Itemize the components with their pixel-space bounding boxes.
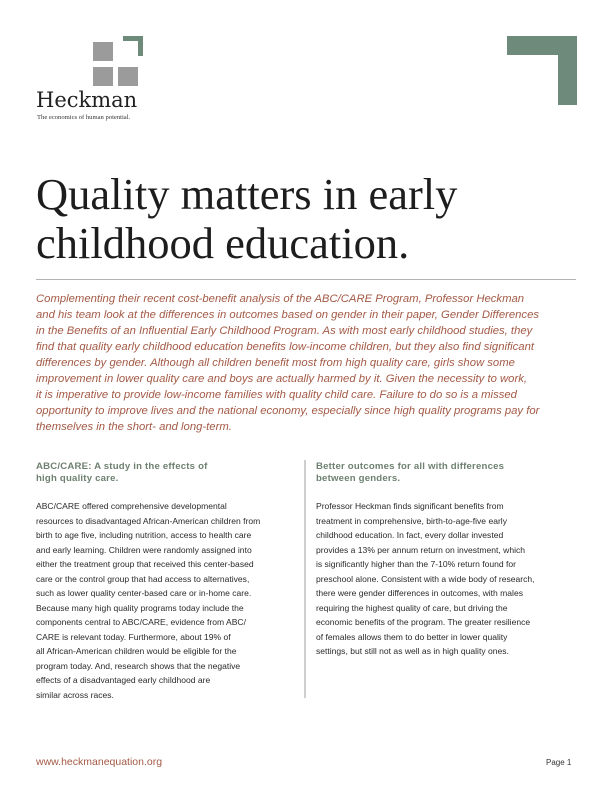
logo-tagline: The economics of human potential. — [37, 114, 131, 121]
left-column-body — [36, 499, 286, 702]
right-column — [316, 461, 566, 659]
body-line: treatment in comprehensive, birth-to-age-five early — [316, 515, 507, 526]
body-line: there were gender differences in outcomes, with males — [316, 588, 523, 598]
body-line: preschool alone. Consistent with a wide body of research, — [316, 573, 535, 584]
body-line: childhood education. In fact, every dollar invested — [316, 530, 504, 540]
intro-line: find that quality early childhood education benefits low-income children, but they also find significant — [36, 341, 534, 353]
title-line-2: childhood education. — [36, 218, 410, 268]
right-column-heading — [316, 461, 566, 485]
page-number: Page 1 — [546, 758, 572, 767]
intro-paragraph — [36, 291, 576, 435]
intro-line: differences by gender. Although all children benefit most from high quality care, girls show some — [36, 357, 515, 369]
logo-square-top — [93, 42, 113, 61]
body-line: ABC/CARE offered comprehensive developmental — [36, 501, 227, 511]
body-line: such as lower quality center-based care or in-home care. — [36, 588, 252, 598]
heading-line: ABC/CARE: A study in the effects of — [36, 461, 208, 472]
right-column-body — [316, 499, 566, 659]
body-line: economic benefits of the program. The greater resilience — [316, 617, 531, 627]
column-divider — [304, 460, 306, 698]
body-line: settings, but still not as well as in high quality ones. — [316, 646, 509, 656]
intro-line: opportunity to improve lives and the national economy, especially since high quality programs pay for — [36, 405, 540, 417]
logo-corner-icon — [123, 36, 143, 56]
body-line: requiring the highest quality of care, but driving the — [316, 602, 508, 613]
body-line: effects of a disadvantaged early childhood are — [36, 675, 211, 685]
body-line: is significantly higher than the 7-10% return found for — [316, 559, 517, 569]
intro-line: Complementing their recent cost-benefit analysis of the ABC/CARE Program, Professor Heckman — [36, 293, 525, 305]
body-line: similar across races. — [36, 689, 114, 700]
footer-website-link[interactable]: www.heckmanequation.org — [36, 756, 163, 768]
heading-line: between genders. — [316, 473, 401, 484]
intro-line: themselves in the short- and long-term. — [36, 421, 232, 433]
left-column — [36, 461, 286, 702]
body-line: all African-American children would be eligible for the — [36, 646, 237, 656]
body-line: care or the control group that had access to alternatives, — [36, 573, 250, 584]
body-line: program today. And, research shows that the negative — [36, 660, 241, 671]
body-line: components central to ABC/CARE, evidence from ABC/ — [36, 617, 246, 627]
heading-line: Better outcomes for all with differences — [316, 461, 505, 472]
body-line: and early learning. Children were randomly assigned into — [36, 544, 252, 555]
corner-bracket-vertical — [558, 36, 577, 105]
body-line: Professor Heckman finds significant benefits from — [316, 501, 504, 511]
title-divider — [36, 279, 576, 280]
corner-bracket-decoration — [507, 36, 577, 105]
intro-line: and his team look at the differences in outcomes based on gender in their paper, Gender Differences — [36, 309, 540, 321]
body-line: of females allows them to do better in lower quality — [316, 631, 508, 642]
body-line: resources to disadvantaged African-American children from — [36, 515, 261, 526]
intro-line: improvement in lower quality care and boys are actually harmed by it. Given the necessity to work, — [36, 373, 528, 385]
body-line: CARE is relevant today. Furthermore, about 19% of — [36, 631, 231, 642]
intro-line: in the Benefits of an Influential Early Childhood Program. As with most early childhood studies, they — [36, 325, 533, 337]
title-line-1: Quality matters in early — [36, 169, 458, 219]
body-line: either the treatment group that received this center-based — [36, 559, 254, 569]
logo-square-bottom-left — [93, 67, 113, 86]
body-line: birth to age five, including nutrition, access to health care — [36, 530, 252, 540]
body-line: Because many high quality programs today include the — [36, 602, 244, 613]
logo-square-bottom-right — [118, 67, 138, 86]
page-title — [36, 170, 576, 268]
left-column-heading — [36, 461, 286, 485]
intro-line: it is imperative to provide low-income families with quality child care. Failure to do so is a missed — [36, 389, 517, 401]
body-line: provides a 13% per annum return on investment, which — [316, 544, 526, 555]
logo-name: Heckman — [36, 88, 138, 112]
heading-line: high quality care. — [36, 473, 119, 484]
